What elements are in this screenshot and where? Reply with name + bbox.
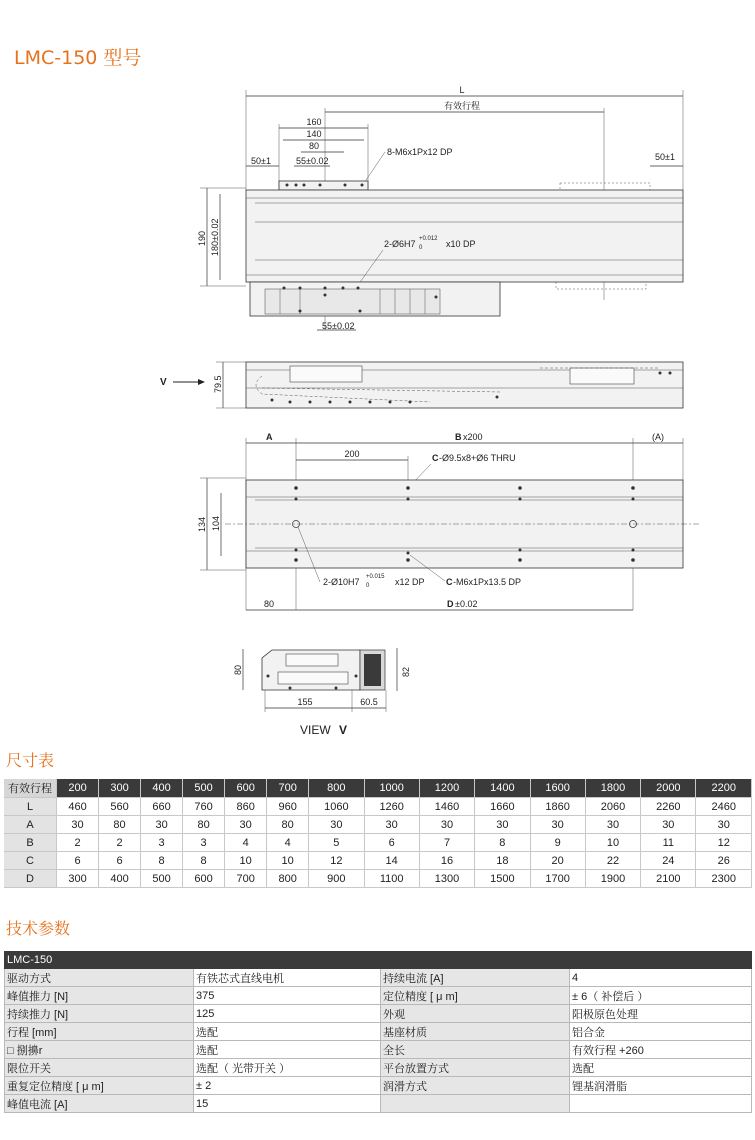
- spec-key: 平台放置方式: [381, 1059, 570, 1077]
- tap2-callout: -M6x1Px13.5 DP: [453, 577, 522, 587]
- dim-79: 79.5: [213, 375, 223, 393]
- dim-B: B: [455, 432, 462, 442]
- spec-value: 锂基润滑脂: [570, 1077, 752, 1095]
- table-cell: 30: [141, 816, 183, 834]
- table-cell: 80: [183, 816, 225, 834]
- table-cell: 12: [309, 852, 364, 870]
- spec-key: 峰值电流 [A]: [5, 1095, 194, 1113]
- spec-value: ± 6（ 补偿后 ）: [570, 987, 752, 1005]
- dim-180: 180±0.02: [210, 218, 220, 256]
- table-row: [5, 1005, 752, 1023]
- spec-key: 润滑方式: [381, 1077, 570, 1095]
- table-cell: 30: [696, 816, 752, 834]
- table-cell: 2300: [696, 870, 752, 888]
- table-cell: 6: [57, 852, 99, 870]
- dim-190: 190: [197, 230, 207, 246]
- spec-value: 有效行程 +260: [570, 1041, 752, 1059]
- table-cell: 1500: [475, 870, 530, 888]
- dim-155: 155: [297, 697, 313, 707]
- table-cell: 30: [225, 816, 267, 834]
- dim-A: A: [266, 432, 273, 442]
- spec-key: 驱动方式: [5, 969, 194, 987]
- table-header-cell: 2000: [641, 779, 696, 798]
- table-cell: A: [4, 816, 57, 834]
- spec-value: [570, 1095, 752, 1113]
- table-cell: 6: [364, 834, 419, 852]
- table-header-cell: 1800: [585, 779, 640, 798]
- spec-value: 阳极原色处理: [570, 1005, 752, 1023]
- table-cell: 22: [585, 852, 640, 870]
- dim-stroke: 有效行程: [443, 101, 481, 111]
- table-cell: 800: [267, 870, 309, 888]
- table-cell: 1060: [309, 798, 364, 816]
- table-cell: 1900: [585, 870, 640, 888]
- table-row: [5, 969, 752, 987]
- dim-50-right: 50±1: [655, 152, 675, 162]
- table-header-cell: 800: [309, 779, 364, 798]
- base-top-view: [246, 190, 683, 282]
- tap-callout: 8-M6x1Px12 DP: [387, 147, 453, 157]
- table-cell: 860: [225, 798, 267, 816]
- table-cell: 3: [183, 834, 225, 852]
- size-table: [4, 779, 752, 888]
- table-cell: 11: [641, 834, 696, 852]
- table-header-cell: 400: [141, 779, 183, 798]
- spec-key: 持续电流 [A]: [381, 969, 570, 987]
- carriage-top: [279, 181, 368, 190]
- table-cell: 2260: [641, 798, 696, 816]
- table-row: [4, 834, 752, 852]
- spec-section-heading: 技术参数: [6, 919, 71, 938]
- pin-tol-lo: 0: [419, 245, 423, 251]
- table-cell: 6: [99, 852, 141, 870]
- spec-value: 15: [194, 1095, 381, 1113]
- table-header-cell: 600: [225, 779, 267, 798]
- table-cell: 600: [183, 870, 225, 888]
- table-header-cell: 有效行程: [4, 779, 57, 798]
- spec-value: 选配: [570, 1059, 752, 1077]
- dim-55-top: 55±0.02: [296, 156, 329, 166]
- table-cell: 500: [141, 870, 183, 888]
- spec-key: 持续推力 [N]: [5, 1005, 194, 1023]
- table-cell: 14: [364, 852, 419, 870]
- dim-60-5: 60.5: [360, 697, 378, 707]
- table-cell: 80: [267, 816, 309, 834]
- table-cell: 1700: [530, 870, 585, 888]
- table-row: [5, 1023, 752, 1041]
- spec-value: 选配: [194, 1023, 381, 1041]
- table-cell: 1260: [364, 798, 419, 816]
- table-cell: 1660: [475, 798, 530, 816]
- table-cell: 30: [641, 816, 696, 834]
- dim-A-paren: (A): [652, 432, 664, 442]
- spec-key: 全长: [381, 1041, 570, 1059]
- spec-key: 行程 [mm]: [5, 1023, 194, 1041]
- label-C2: C: [446, 577, 453, 587]
- table-cell: 660: [141, 798, 183, 816]
- table-row: [4, 852, 752, 870]
- table-cell: 24: [641, 852, 696, 870]
- table-header-cell: 1600: [530, 779, 585, 798]
- table-cell: 1300: [419, 870, 474, 888]
- table-cell: 10: [225, 852, 267, 870]
- table-cell: 30: [475, 816, 530, 834]
- pin2-tol-lo: 0: [366, 583, 370, 589]
- table-cell: 560: [99, 798, 141, 816]
- dim-82: 82: [401, 666, 411, 677]
- pin2-depth: x12 DP: [395, 577, 425, 587]
- table-cell: 2100: [641, 870, 696, 888]
- table-cell: 8: [183, 852, 225, 870]
- table-cell: 12: [696, 834, 752, 852]
- spec-value: 375: [194, 987, 381, 1005]
- dim-80: 80: [308, 141, 320, 151]
- page-title: LMC-150 型号: [14, 47, 142, 69]
- dim-D: D: [447, 599, 454, 609]
- table-cell: 1860: [530, 798, 585, 816]
- table-cell: 1100: [364, 870, 419, 888]
- table-row: [5, 987, 752, 1005]
- table-cell: 30: [309, 816, 364, 834]
- view-marker: V: [160, 377, 167, 388]
- table-row: [4, 870, 752, 888]
- table-cell: 30: [585, 816, 640, 834]
- pin-depth: x10 DP: [446, 239, 476, 249]
- table-cell: 3: [141, 834, 183, 852]
- table-cell: 8: [475, 834, 530, 852]
- table-cell: 760: [183, 798, 225, 816]
- table-row: [4, 816, 752, 834]
- spec-key: 限位开关: [5, 1059, 194, 1077]
- table-cell: 960: [267, 798, 309, 816]
- table-cell: 20: [530, 852, 585, 870]
- table-row: [5, 1059, 752, 1077]
- table-cell: 1460: [419, 798, 474, 816]
- table-cell: 7: [419, 834, 474, 852]
- table-cell: 2: [57, 834, 99, 852]
- table-header-cell: 300: [99, 779, 141, 798]
- table-header-cell: 2200: [696, 779, 752, 798]
- spec-key: 定位精度 [ μ m]: [381, 987, 570, 1005]
- table-cell: 8: [141, 852, 183, 870]
- table-row: [4, 798, 752, 816]
- thru-callout: -Ø9.5x8+Ø6 THRU: [439, 453, 516, 463]
- table-cell: 900: [309, 870, 364, 888]
- spec-key: 外观: [381, 1005, 570, 1023]
- spec-key: 峰值推力 [N]: [5, 987, 194, 1005]
- pin2-callout: 2-Ø10H7: [323, 577, 360, 587]
- table-cell: 30: [57, 816, 99, 834]
- table-row: [5, 1095, 752, 1113]
- table-cell: 16: [419, 852, 474, 870]
- spec-value: 4: [570, 969, 752, 987]
- dim-L: L: [459, 85, 465, 95]
- spec-value: 选配: [194, 1041, 381, 1059]
- dim-55-bottom: 55±0.02: [322, 321, 355, 331]
- spec-value: 铝合金: [570, 1023, 752, 1041]
- table-cell: 460: [57, 798, 99, 816]
- dim-200: 200: [344, 449, 360, 459]
- dim-134: 134: [197, 516, 207, 532]
- view-caption-v: V: [339, 723, 348, 737]
- size-section-heading: 尺寸表: [6, 751, 55, 770]
- table-header-cell: 1400: [475, 779, 530, 798]
- dim-160: 160: [306, 117, 322, 127]
- table-cell: 30: [364, 816, 419, 834]
- spec-value: 125: [194, 1005, 381, 1023]
- table-cell: 400: [99, 870, 141, 888]
- spec-key: 基座材质: [381, 1023, 570, 1041]
- table-cell: 10: [267, 852, 309, 870]
- table-header-cell: 500: [183, 779, 225, 798]
- table-cell: D: [4, 870, 57, 888]
- table-row: [5, 1041, 752, 1059]
- table-cell: C: [4, 852, 57, 870]
- table-header-cell: 1000: [364, 779, 419, 798]
- table-row: [5, 1077, 752, 1095]
- table-header-cell: 200: [57, 779, 99, 798]
- dim-104: 104: [211, 515, 221, 531]
- table-cell: 18: [475, 852, 530, 870]
- table-cell: B: [4, 834, 57, 852]
- table-header-cell: 1200: [419, 779, 474, 798]
- spec-table-title: LMC-150: [5, 952, 752, 969]
- table-cell: 2460: [696, 798, 752, 816]
- dim-80-base: 80: [264, 599, 275, 609]
- spec-key: □ 捌擤r: [5, 1041, 194, 1059]
- table-cell: 2: [99, 834, 141, 852]
- pin-tol-up: +0.012: [419, 236, 438, 242]
- dim-140: 140: [306, 129, 322, 139]
- table-header-cell: 700: [267, 779, 309, 798]
- table-cell: 30: [419, 816, 474, 834]
- dim-D-tol: ±0.02: [455, 599, 478, 609]
- table-cell: 2060: [585, 798, 640, 816]
- size-table-header: [4, 779, 752, 798]
- spec-key: 重复定位精度 [ μ m]: [5, 1077, 194, 1095]
- table-cell: 26: [696, 852, 752, 870]
- dim-80-end: 80: [233, 664, 243, 675]
- table-cell: 4: [225, 834, 267, 852]
- table-cell: 300: [57, 870, 99, 888]
- table-cell: L: [4, 798, 57, 816]
- dim-50-left: 50±1: [251, 156, 271, 166]
- spec-key: [381, 1095, 570, 1113]
- table-cell: 30: [530, 816, 585, 834]
- spec-value: 有铁芯式直线电机: [194, 969, 381, 987]
- dim-Bx: x200: [463, 432, 483, 442]
- table-cell: 10: [585, 834, 640, 852]
- table-cell: 9: [530, 834, 585, 852]
- spec-table-header: [5, 952, 752, 969]
- spec-table: [4, 951, 752, 1113]
- view-caption: VIEW: [300, 723, 331, 737]
- table-cell: 5: [309, 834, 364, 852]
- spec-value: ± 2: [194, 1077, 381, 1095]
- table-cell: 4: [267, 834, 309, 852]
- pin-callout: 2-Ø6H7: [384, 239, 416, 249]
- label-C1: C: [432, 453, 439, 463]
- table-cell: 80: [99, 816, 141, 834]
- pin2-tol-up: +0.015: [366, 574, 385, 580]
- table-cell: 700: [225, 870, 267, 888]
- spec-value: 选配（ 光带开关 ）: [194, 1059, 381, 1077]
